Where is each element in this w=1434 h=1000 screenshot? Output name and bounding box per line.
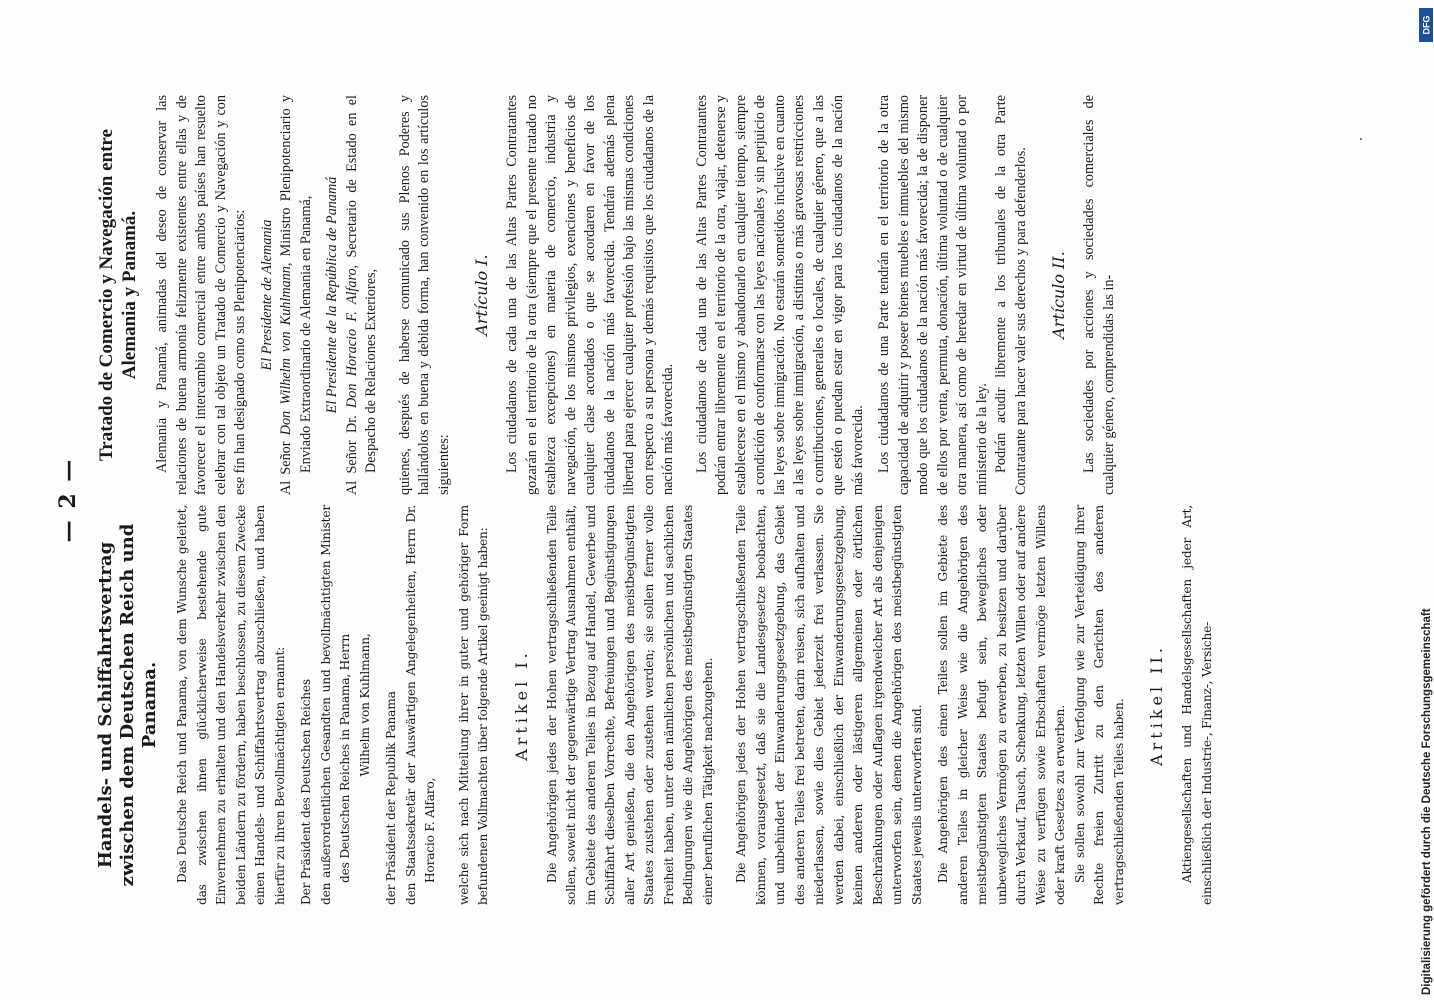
spanish-plenipotentiary-1-text	[277, 95, 316, 495]
spanish-preamble: Alemania y Panamá, animadas del deseo de conservar las relaciones de buena armonía felizmente existentes entre ellas y de favorecer el intercambio comercial entre ambos países han resuelto celebrar con tal objeto un Tratado de Comercio y Navegación y con ese fin han designado como sus Plenipotenciarios:	[154, 95, 248, 495]
spanish-article-1-heading: Artículo I.	[472, 254, 491, 336]
german-article-1-para-2: Die Angehörigen jedes der Hohen vertragschließenden Teile können, vorausgesetzt, daß sie die Landesgesetze beobachten, und unbehindert der Einwanderungsgesetzgebung, das Gebiet des anderen Teiles frei betreten, darin reisen, sich aufhalten und niederlassen, sowie dies Gebiet jederzeit frei verlassen. Sie werden dabei, einschließlich der Einwanderungsgesetzgebung, keinen anderen oder lästigeren allgemeinen oder örtlichen Beschränkungen oder Auflagen irgendwelcher Art als denjenigen unterworfen sein, denen die Angehörigen des meistbegünstigten Staates jeweils unterworfen sind.	[734, 505, 924, 905]
german-preamble: Das Deutsche Reich und Panama, von dem Wunsche geleitet, das zwischen ihnen glücklicherweise bestehende gute Einvernehmen zu erhalten und den Handelsverkehr zwischen den beiden Ländern zu fördern, haben beschlossen, zu diesem Zwecke einen Handels- und Schiffahrtsvertrag abzuschließen, und haben hierfür zu ihren Bevollmächtigten ernannt:	[175, 505, 287, 905]
german-article-1-heading: Artikel I.	[511, 649, 531, 761]
german-plenipotentiary-1-heading: Der Präsident des Deutschen Reiches	[299, 679, 313, 905]
german-title: Handels- und Schiffahrtsvertrag zwischen dem Deutschen Reich und Panama.	[95, 523, 160, 887]
german-closing: welche sich nach Mitteilung ihrer in guter und gehöriger Form befundenen Vollmachten über folgende Artikel geeinigt haben:	[456, 505, 490, 905]
spanish-p1-text-a: Al Señor	[278, 435, 294, 495]
german-article-2-para-1: Aktiengesellschaften und Handelsgesellschaften jeder Art, einschließlich der Industrie-, Finanz-, Versiche-	[1180, 505, 1214, 905]
spanish-article-1-para-3: Los ciudadanos de una Parte tendrán en el territorio de la otra capacidad de adquirir y poseer bienes muebles e inmuebles del mismo modo que los ciudadanos de la nación más favorecida; la de disponer de ellos por venta, permuta, donación, última voluntad o de cualquier otra manera, así como de heredar en virtud de última voluntad o por ministerio de la ley.	[876, 95, 990, 495]
german-p1-text: den außerordentlichen Gesandten und bevollmächtigten Minister des Deutschen Reiches in Panama, Herrn	[318, 505, 352, 905]
german-plenipotentiary-2-text: den Staatssekretär der Auswärtigen Angelegenheiten, Herrn Dr. Horacio F. Alfaro,	[403, 505, 437, 905]
speck-mark	[1360, 138, 1362, 140]
spanish-p1-name: Don Wilhelm von Kuhlmann,	[278, 262, 294, 436]
digitization-note: Digitalisierung gefördert durch die Deutsche Forschungsgemeinschaft	[1421, 608, 1433, 995]
page-number: — 2 —	[55, 457, 81, 543]
german-article-1-para-1: Die Angehörigen jedes der Hohen vertragschließenden Teile sollen, soweit nicht der gegenwärtige Vertrag Ausnahmen enthält, im Gebiete des anderen Teiles in Bezug auf Handel, Gewerbe und Schiffahrt dieselben Vorrechte, Befreiungen und Begünstigungen aller Art genießen, die den Angehörigen des meistbegünstigten Staates zustehen oder zustehen werden; sie sollen ferner volle Freiheit haben, unter den nämlichen persönlichen und sachlichen Bedingungen wie die Angehörigen des meistbegünstigten Staates einer beruflichen Tätigkeit nachzugehen.	[544, 505, 715, 905]
spanish-plenipotentiary-1-heading: El Presidente de Alemania	[258, 219, 275, 371]
spanish-article-1-para-2: Los ciudadanos de cada una de las Altas Partes Contratantes podrán entrar libremente en el territorio de la otra, viajar, detenerse y establecerse en el mismo y abandonarlo en cualquier tiempo, siempre a condición de conformarse con las leyes nacionales y sin perjuicio de las leyes sobre inmigración. No estarán sometidos inclusive en cuanto a las leyes sobre inmigración, a distintas o más gravosas restricciones o contribuciones, generales o locales, de cualquier género, que a las que estén o puedan estar en vigor para los ciudadanos de la nación más favorecida.	[693, 95, 866, 495]
german-plenipotentiary-2-heading: der Präsident der Republik Panama	[384, 691, 398, 905]
spanish-p1-text-b: Ministro Plenipotenciario y Enviado Extraordinario de Alemania en Panamá,	[278, 95, 314, 473]
spanish-article-1-para-4: Podrán acudir libremente a los tribunales de la otra Parte Contratante para hacer valer sus derechos y para defenderlos.	[993, 95, 1029, 495]
spanish-article-2-para-1: Las sociedades por acciones y sociedades comerciales de cualquier género, comprendidas las in-	[1081, 95, 1117, 495]
german-plenipotentiary-1-text	[317, 505, 356, 905]
spanish-p2-text-a: Al Señor Dr.	[343, 407, 360, 495]
spanish-closing: quienes, después de haberse comunicado sus Plenos Poderes y hallándolos en buena y debida forma, han convenido en los artículos siguientes:	[396, 95, 452, 495]
german-plenipotentiary-1-name: Wilhelm von Kuhlmann,	[357, 633, 372, 777]
spanish-column	[95, 95, 1434, 495]
german-article-1-para-4: Sie sollen sowohl zur Verfolgung wie zur Verteidigung ihrer Rechte freien Zutritt zu den Gerichten des anderen vertragschließenden Teiles haben.	[1072, 505, 1126, 905]
dfg-badge-label: DFG	[1421, 15, 1431, 35]
spanish-article-1-para-1: Los ciudadanos de cada una de las Altas Partes Contratantes gozarán en el territorio de la otra (siempre que el presente tratado no establezca excepciones) en materia de comercio, industria y navegación, de los mismos privilegios, exenciones y beneficios de cualquier clase acordados o que se acordaren en favor de los ciudadanos de la nación más favorecida. Tendrán además plena libertad para ejercer cualquier profesión bajo las mismas condiciones con respecto a su persona y demás requisitos que los ciudadanos de la nación más favorecida.	[504, 95, 676, 495]
german-article-2-heading: Artikel II.	[1147, 644, 1166, 766]
speck-mark	[1010, 528, 1012, 530]
spanish-title: Tratado de Comercio y Navegación entre Alemania y Panamá.	[96, 129, 140, 461]
german-column	[95, 505, 1434, 905]
german-article-1-para-3: Die Angehörigen des einen Teiles sollen im Gebiete des anderen Teiles in gleicher Weise wie die Angehörigen des meistbegünstigten Staates befugt sein, bewegliches oder unbewegliches Vermögen zu erwerben, zu besitzen und darüber durch Verkauf, Tausch, Schenkung, letzten Willen oder auf andere Weise zu verfügen sowie Erbschaften vermöge letzten Willens oder kraft Gesetzes zu erwerben.	[936, 505, 1067, 905]
spanish-p2-name: Don Horacio F. Alfaro,	[343, 264, 360, 408]
spanish-plenipotentiary-2-heading: El Presidente de la República de Panamá	[324, 176, 340, 414]
spanish-p2-text-b: Secretario de Estado en el Despacho de Relaciones Exteriores,	[343, 95, 379, 473]
spanish-plenipotentiary-2-text	[343, 95, 382, 495]
spanish-article-2-heading: Artículo II.	[1049, 251, 1068, 339]
